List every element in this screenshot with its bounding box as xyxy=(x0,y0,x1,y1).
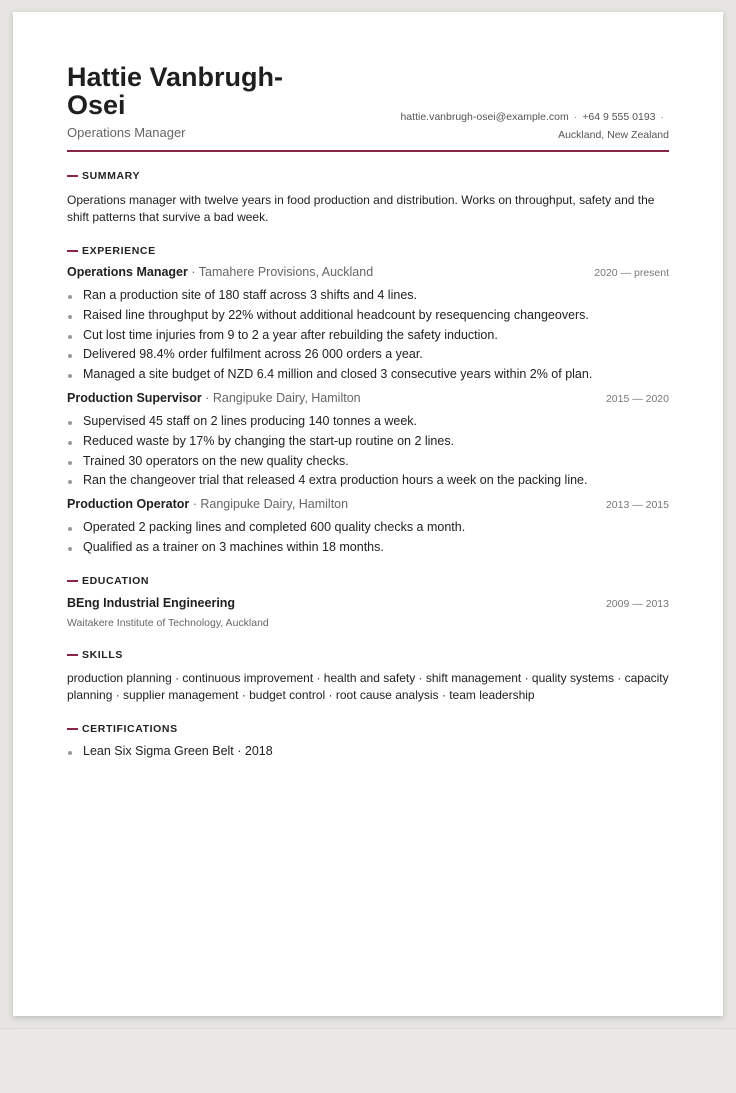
job-dates: 2020 — present xyxy=(594,267,669,279)
education-header xyxy=(67,596,669,614)
list-item: Supervised 45 staff on 2 lines producing 140 tonnes a week. xyxy=(67,412,669,432)
contact-phone[interactable]: +64 9 555 0193 xyxy=(582,111,656,123)
job-dates: 2013 — 2015 xyxy=(605,499,669,512)
section-dash xyxy=(67,728,78,730)
job-organization: · Tamahere Provisions, Auckland xyxy=(187,265,374,279)
job-bullets xyxy=(67,286,669,385)
section-title-education xyxy=(67,574,669,588)
section-dash xyxy=(67,654,78,656)
section-title-certifications xyxy=(67,722,669,736)
summary-text: Operations manager with twelve years in food production and distribution. Works on throughput, safety and the shift patterns that survive a bad week. xyxy=(67,193,655,224)
contact-line-1 xyxy=(369,108,669,126)
section-dash xyxy=(67,250,78,252)
contact-email[interactable]: hattie.vanbrugh-osei@example.com xyxy=(400,111,569,123)
job-organization: · Rangipuke Dairy, Hamilton xyxy=(189,497,349,512)
section-dash xyxy=(67,175,78,177)
job-entry xyxy=(67,265,669,385)
resume-content xyxy=(67,12,669,762)
resume-header xyxy=(67,12,669,152)
job-title: Production Operator xyxy=(67,497,190,512)
job-entry xyxy=(67,497,669,558)
list-item: Ran the changeover trial that released 4 extra production hours a week on the packing line. xyxy=(67,471,669,491)
section-dash xyxy=(67,580,78,582)
education-dates: 2009 — 2013 xyxy=(605,597,669,610)
section-title-text: EDUCATION xyxy=(82,574,150,587)
list-item: Ran a production site of 180 staff across 3 shifts and 4 lines. xyxy=(67,286,669,306)
certifications-section xyxy=(67,722,669,762)
list-item: Raised line throughput by 22% without additional headcount by resequencing changeovers. xyxy=(67,306,669,326)
list-item: Trained 30 operators on the new quality checks. xyxy=(67,452,669,472)
section-title-text: EXPERIENCE xyxy=(82,245,156,257)
certification-list xyxy=(67,742,669,762)
job-title: Production Supervisor xyxy=(67,390,202,405)
section-title-text: SKILLS xyxy=(82,648,123,661)
list-item: Cut lost time injuries from 9 to 2 a year after rebuilding the safety induction. xyxy=(67,326,669,346)
job-header xyxy=(67,391,669,409)
job-header xyxy=(67,497,669,515)
section-title-text: SUMMARY xyxy=(82,170,141,182)
resume-page xyxy=(13,12,723,1016)
contact-info xyxy=(369,108,669,144)
list-item: Managed a site budget of NZD 6.4 million and closed 3 consecutive years within 2% of plan. xyxy=(67,365,669,385)
skills-section xyxy=(67,648,669,704)
candidate-name: Hattie Vanbrugh-Osei xyxy=(67,62,284,120)
contact-separator: · xyxy=(573,111,578,123)
section-title-experience xyxy=(67,244,669,258)
candidate-role: Operations Manager xyxy=(67,125,186,140)
list-item: Operated 2 packing lines and completed 600 quality checks a month. xyxy=(67,518,669,538)
job-bullets xyxy=(67,518,669,558)
job-bullets xyxy=(67,412,669,491)
list-item: Lean Six Sigma Green Belt · 2018 xyxy=(67,742,669,762)
job-header xyxy=(67,265,669,283)
summary-section xyxy=(67,169,669,226)
section-title-text: CERTIFICATIONS xyxy=(82,722,178,735)
section-title-skills xyxy=(67,648,669,662)
education-section xyxy=(67,574,669,629)
list-item: Reduced waste by 17% by changing the start-up routine on 2 lines. xyxy=(67,432,669,452)
skills-text: production planning · continuous improvement · health and safety · shift management · quality systems · capacity planning · supplier management · budget control · root cause analysis · team leadership xyxy=(67,670,669,702)
list-item: Delivered 98.4% order fulfilment across 26 000 orders a year. xyxy=(67,345,669,365)
job-organization: · Rangipuke Dairy, Hamilton xyxy=(201,390,361,405)
bottom-strip xyxy=(0,1028,736,1093)
education-school: Waitakere Institute of Technology, Auckland xyxy=(67,616,269,629)
experience-section xyxy=(67,244,669,558)
section-title-summary xyxy=(67,169,669,183)
education-degree: BEng Industrial Engineering xyxy=(67,595,236,610)
contact-location: Auckland, New Zealand xyxy=(558,129,669,141)
contact-separator: · xyxy=(660,111,664,123)
list-item: Qualified as a trainer on 3 machines within 18 months. xyxy=(67,538,669,558)
job-dates: 2015 — 2020 xyxy=(605,392,669,405)
job-entry xyxy=(67,391,669,491)
job-title: Operations Manager xyxy=(67,265,188,279)
